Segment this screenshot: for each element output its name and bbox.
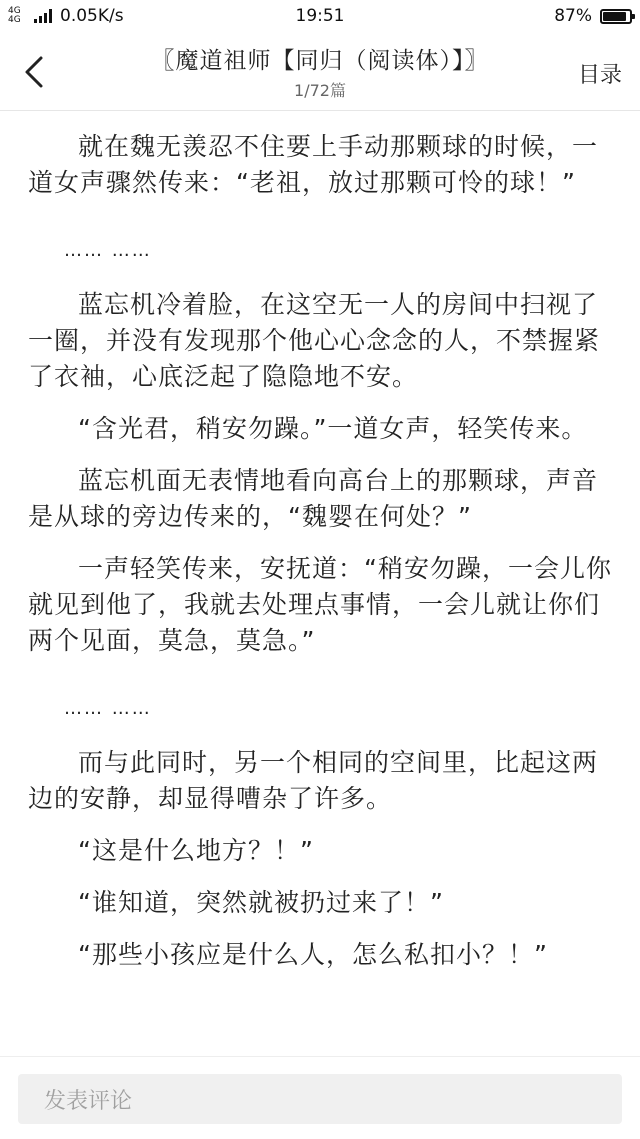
battery-percent: 87% <box>554 6 592 26</box>
paragraph: “这是什么地方？！” <box>78 836 314 865</box>
battery-fill <box>603 12 626 21</box>
page-title: 〖魔道祖师【同归（阅读体）】〗 <box>151 48 489 74</box>
paragraph: 而与此同时，另一个相同的空间里，比起这两边的安静，却显得嘈杂了许多。 <box>28 748 599 813</box>
paragraph: “含光君，稍安勿躁。”一道女声，轻笑传来。 <box>78 414 588 443</box>
paragraph-ellipsis: …… …… <box>64 240 152 261</box>
article-content <box>0 111 640 1056</box>
bottom-bar <box>0 1056 640 1139</box>
paragraph: 蓝忘机冷着脸，在这空无一人的房间中扫视了一圈，并没有发现那个他心心念念的人，不禁握紧了衣袖，心底泛起了隐隐地不安。 <box>28 290 601 391</box>
toc-button[interactable]: 目录 <box>577 63 622 88</box>
paragraph: 就在魏无羡忍不住要上手动那颗球的时候，一道女声骤然传来：“老祖，放过那颗可怜的球！” <box>28 132 599 197</box>
network-type: 4G 4G <box>8 6 21 25</box>
paragraph: “那些小孩应是什么人，怎么私扣小？！” <box>78 940 548 969</box>
battery-icon <box>600 9 632 24</box>
paragraph: “谁知道，突然就被扔过来了！” <box>78 888 444 917</box>
chapter-progress: 1/72篇 <box>294 81 346 100</box>
status-right <box>554 6 632 26</box>
paragraph: 一声轻笑传来，安抚道：“稍安勿躁，一会儿你就见到他了，我就去处理点事情，一会儿就让你们两个见面，莫急，莫急。” <box>28 554 612 655</box>
status-bar <box>0 0 640 34</box>
network-speed: 0.05K/s <box>60 6 124 26</box>
back-button[interactable] <box>14 50 54 94</box>
paragraph-ellipsis: …… …… <box>64 698 152 719</box>
chevron-left-icon <box>23 55 45 89</box>
comment-input[interactable]: 发表评论 <box>18 1074 622 1124</box>
reader-header <box>0 34 640 111</box>
status-time: 19:51 <box>295 6 345 26</box>
paragraph: 蓝忘机面无表情地看向高台上的那颗球，声音是从球的旁边传来的，“魏婴在何处？” <box>28 466 599 531</box>
